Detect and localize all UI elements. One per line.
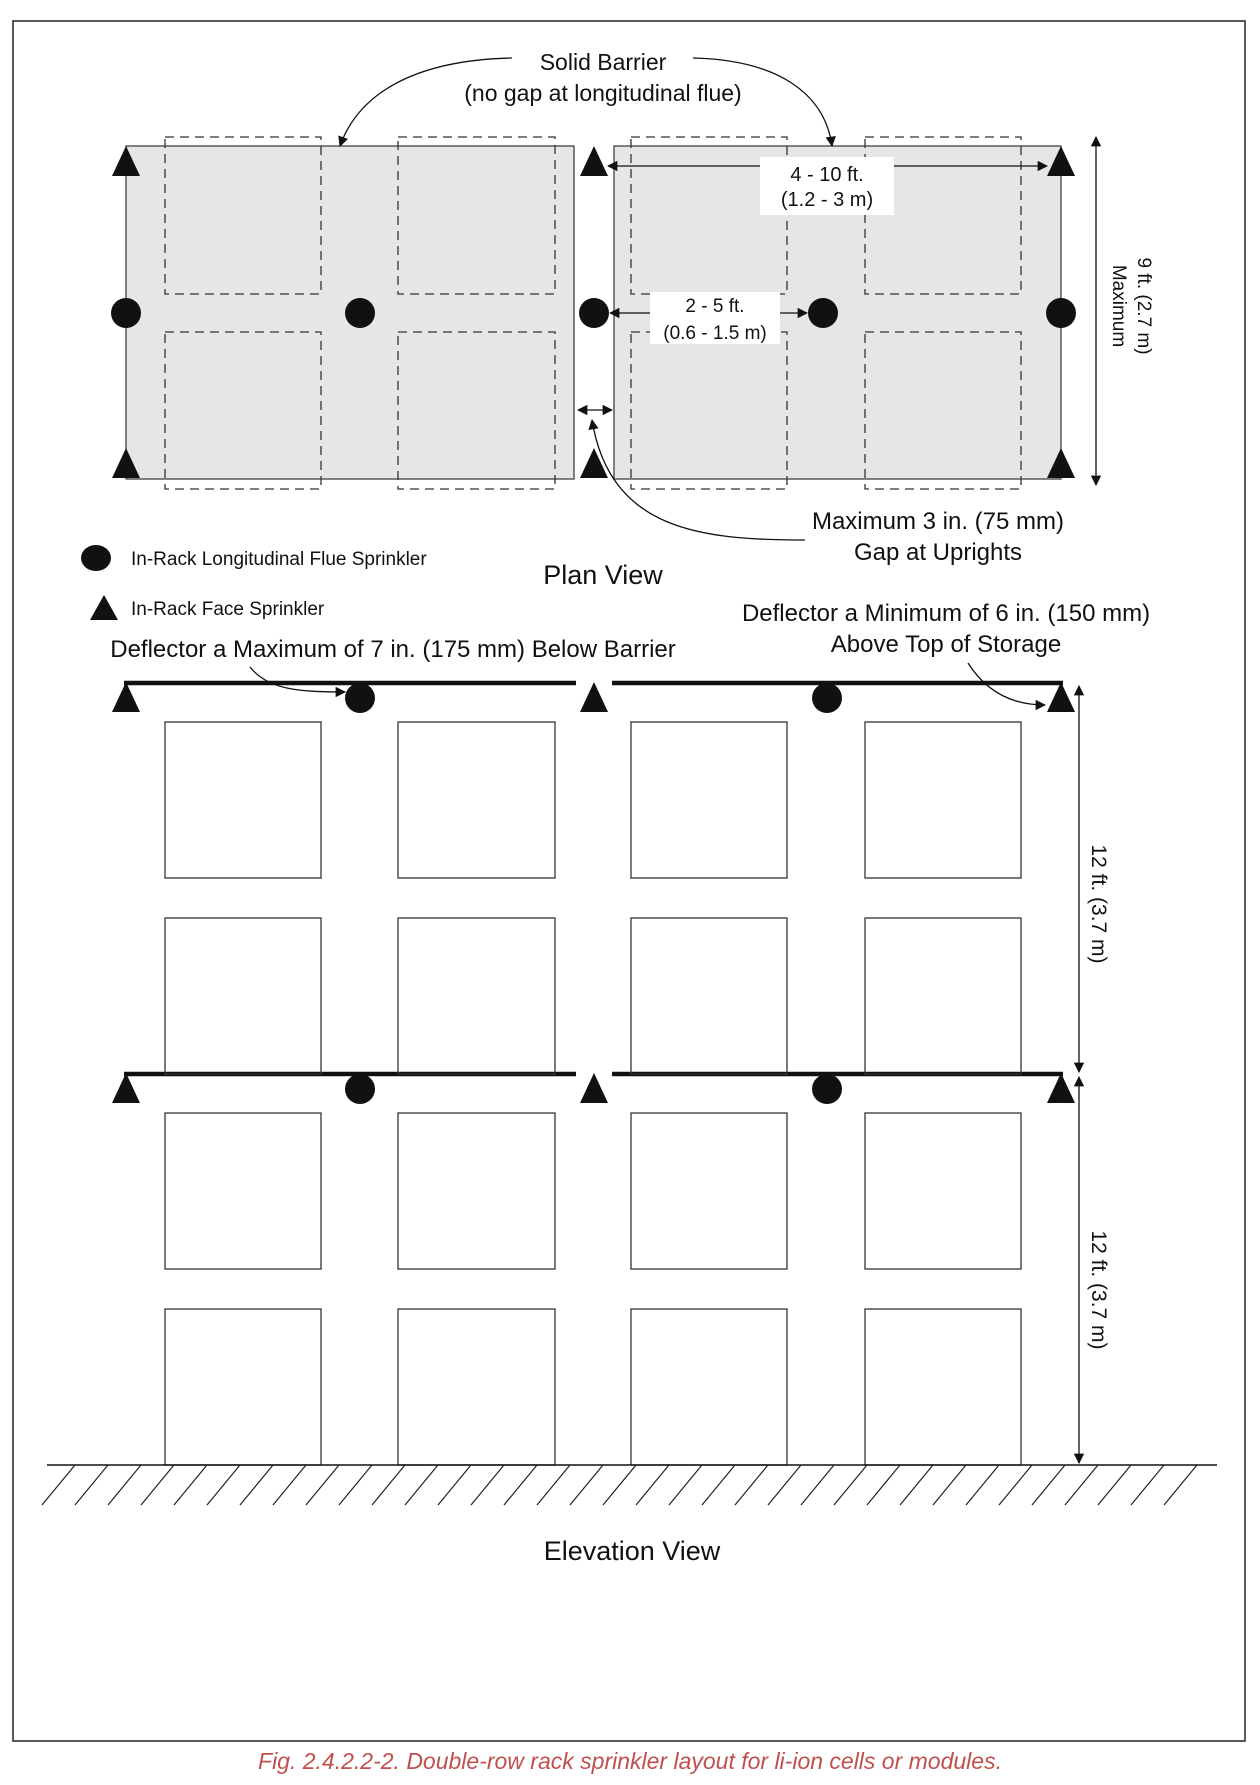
flue-sprinkler-icon	[812, 1074, 842, 1104]
elevation-view	[42, 600, 1217, 1566]
ground-hatch-line	[405, 1465, 438, 1505]
ground-hatch-line	[867, 1465, 900, 1505]
ground-hatch-line	[1131, 1465, 1164, 1505]
deflector-max-label: Deflector a Maximum of 7 in. (175 mm) Below Barrier	[110, 636, 676, 663]
ground-hatch-line	[999, 1465, 1032, 1505]
storage-box	[398, 1309, 555, 1465]
legend-flue-label: In-Rack Longitudinal Flue Sprinkler	[131, 549, 427, 570]
deflector-max-leader	[250, 667, 345, 692]
face-sprinkler-icon	[1047, 682, 1075, 712]
legend-flue-icon	[81, 545, 111, 571]
flue-sprinkler-icon	[808, 298, 838, 328]
ground-hatch-line	[1098, 1465, 1131, 1505]
tier-height-label-upper: 12 ft. (3.7 m)	[1087, 844, 1110, 964]
ground-hatch-line	[42, 1465, 75, 1505]
flue-spacing-label-metric: (0.6 - 1.5 m)	[663, 323, 767, 344]
storage-box	[865, 1309, 1021, 1465]
storage-box	[631, 722, 787, 878]
storage-box	[398, 722, 555, 878]
flue-sprinkler-icon	[812, 683, 842, 713]
flue-sprinkler-icon	[111, 298, 141, 328]
ground-hatch-line	[768, 1465, 801, 1505]
deflector-min-label-2: Above Top of Storage	[830, 631, 1062, 658]
ground-hatch-line	[438, 1465, 471, 1505]
upright-gap-label-2: Gap at Uprights	[853, 539, 1023, 566]
ground-hatch-line	[834, 1465, 867, 1505]
legend	[81, 545, 427, 620]
plan-view	[111, 49, 1154, 590]
figure-caption: Fig. 2.4.2.2-2. Double-row rack sprinkler layout for li-ion cells or modules.	[258, 1748, 1002, 1774]
plan-view-title: Plan View	[543, 560, 663, 590]
flue-sprinkler-icon	[1046, 298, 1076, 328]
storage-box	[398, 1113, 555, 1269]
face-sprinkler-icon	[580, 682, 608, 712]
ground-hatch-line	[636, 1465, 669, 1505]
storage-box	[165, 918, 321, 1074]
rack-depth-label: 9 ft. (2.7 m)	[1133, 257, 1154, 355]
storage-box	[865, 918, 1021, 1074]
ground-hatch-line	[1065, 1465, 1098, 1505]
ground-hatch-line	[669, 1465, 702, 1505]
flue-sprinkler-icon	[345, 298, 375, 328]
flue-spacing-label: 2 - 5 ft.	[685, 296, 745, 317]
ground-hatch-line	[108, 1465, 141, 1505]
rack-depth-label-qualifier: Maximum	[1108, 264, 1129, 348]
deflector-min-label: Deflector a Minimum of 6 in. (150 mm)	[741, 600, 1151, 627]
flue-sprinkler-icon	[579, 298, 609, 328]
storage-box	[865, 722, 1021, 878]
storage-box	[631, 918, 787, 1074]
ground-hatch-line	[570, 1465, 603, 1505]
tier-height-label-lower: 12 ft. (3.7 m)	[1087, 1230, 1110, 1350]
legend-face-icon	[90, 595, 118, 620]
legend-face-label: In-Rack Face Sprinkler	[131, 599, 325, 620]
ground-hatch-line	[372, 1465, 405, 1505]
ground-hatch-line	[933, 1465, 966, 1505]
storage-box	[165, 1113, 321, 1269]
ground-hatch-line	[273, 1465, 306, 1505]
ground-hatch-line	[141, 1465, 174, 1505]
face-spacing-label-metric: (1.2 - 3 m)	[780, 189, 874, 211]
barrier-subtitle: (no gap at longitudinal flue)	[464, 80, 742, 106]
ground-hatch-line	[1032, 1465, 1065, 1505]
ground-hatch-line	[966, 1465, 999, 1505]
ground-hatch-line	[504, 1465, 537, 1505]
elevation-view-title: Elevation View	[543, 1536, 721, 1566]
ground-hatch-line	[801, 1465, 834, 1505]
face-sprinkler-icon	[1047, 1073, 1075, 1103]
storage-box	[631, 1113, 787, 1269]
ground-hatch-line	[735, 1465, 768, 1505]
storage-box	[631, 1309, 787, 1465]
face-sprinkler-icon	[580, 448, 608, 478]
face-spacing-label: 4 - 10 ft.	[790, 164, 864, 186]
ground-hatch-line	[537, 1465, 570, 1505]
upright-gap-label: Maximum 3 in. (75 mm)	[811, 508, 1065, 535]
face-sprinkler-icon	[112, 1073, 140, 1103]
flue-sprinkler-icon	[345, 683, 375, 713]
ground-hatching	[42, 1465, 1197, 1505]
ground-hatch-line	[75, 1465, 108, 1505]
ground-hatch-line	[603, 1465, 636, 1505]
ground-hatch-line	[207, 1465, 240, 1505]
face-sprinkler-icon	[580, 1073, 608, 1103]
ground-hatch-line	[306, 1465, 339, 1505]
storage-box	[165, 722, 321, 878]
barrier-title: Solid Barrier	[539, 49, 667, 75]
ground-hatch-line	[702, 1465, 735, 1505]
ground-hatch-line	[174, 1465, 207, 1505]
flue-sprinkler-icon	[345, 1074, 375, 1104]
storage-box	[165, 1309, 321, 1465]
ground-hatch-line	[1164, 1465, 1197, 1505]
ground-hatch-line	[240, 1465, 273, 1505]
storage-box	[865, 1113, 1021, 1269]
face-sprinkler-icon	[580, 146, 608, 176]
ground-hatch-line	[339, 1465, 372, 1505]
face-sprinkler-icon	[112, 682, 140, 712]
ground-hatch-line	[900, 1465, 933, 1505]
storage-box	[398, 918, 555, 1074]
ground-hatch-line	[471, 1465, 504, 1505]
